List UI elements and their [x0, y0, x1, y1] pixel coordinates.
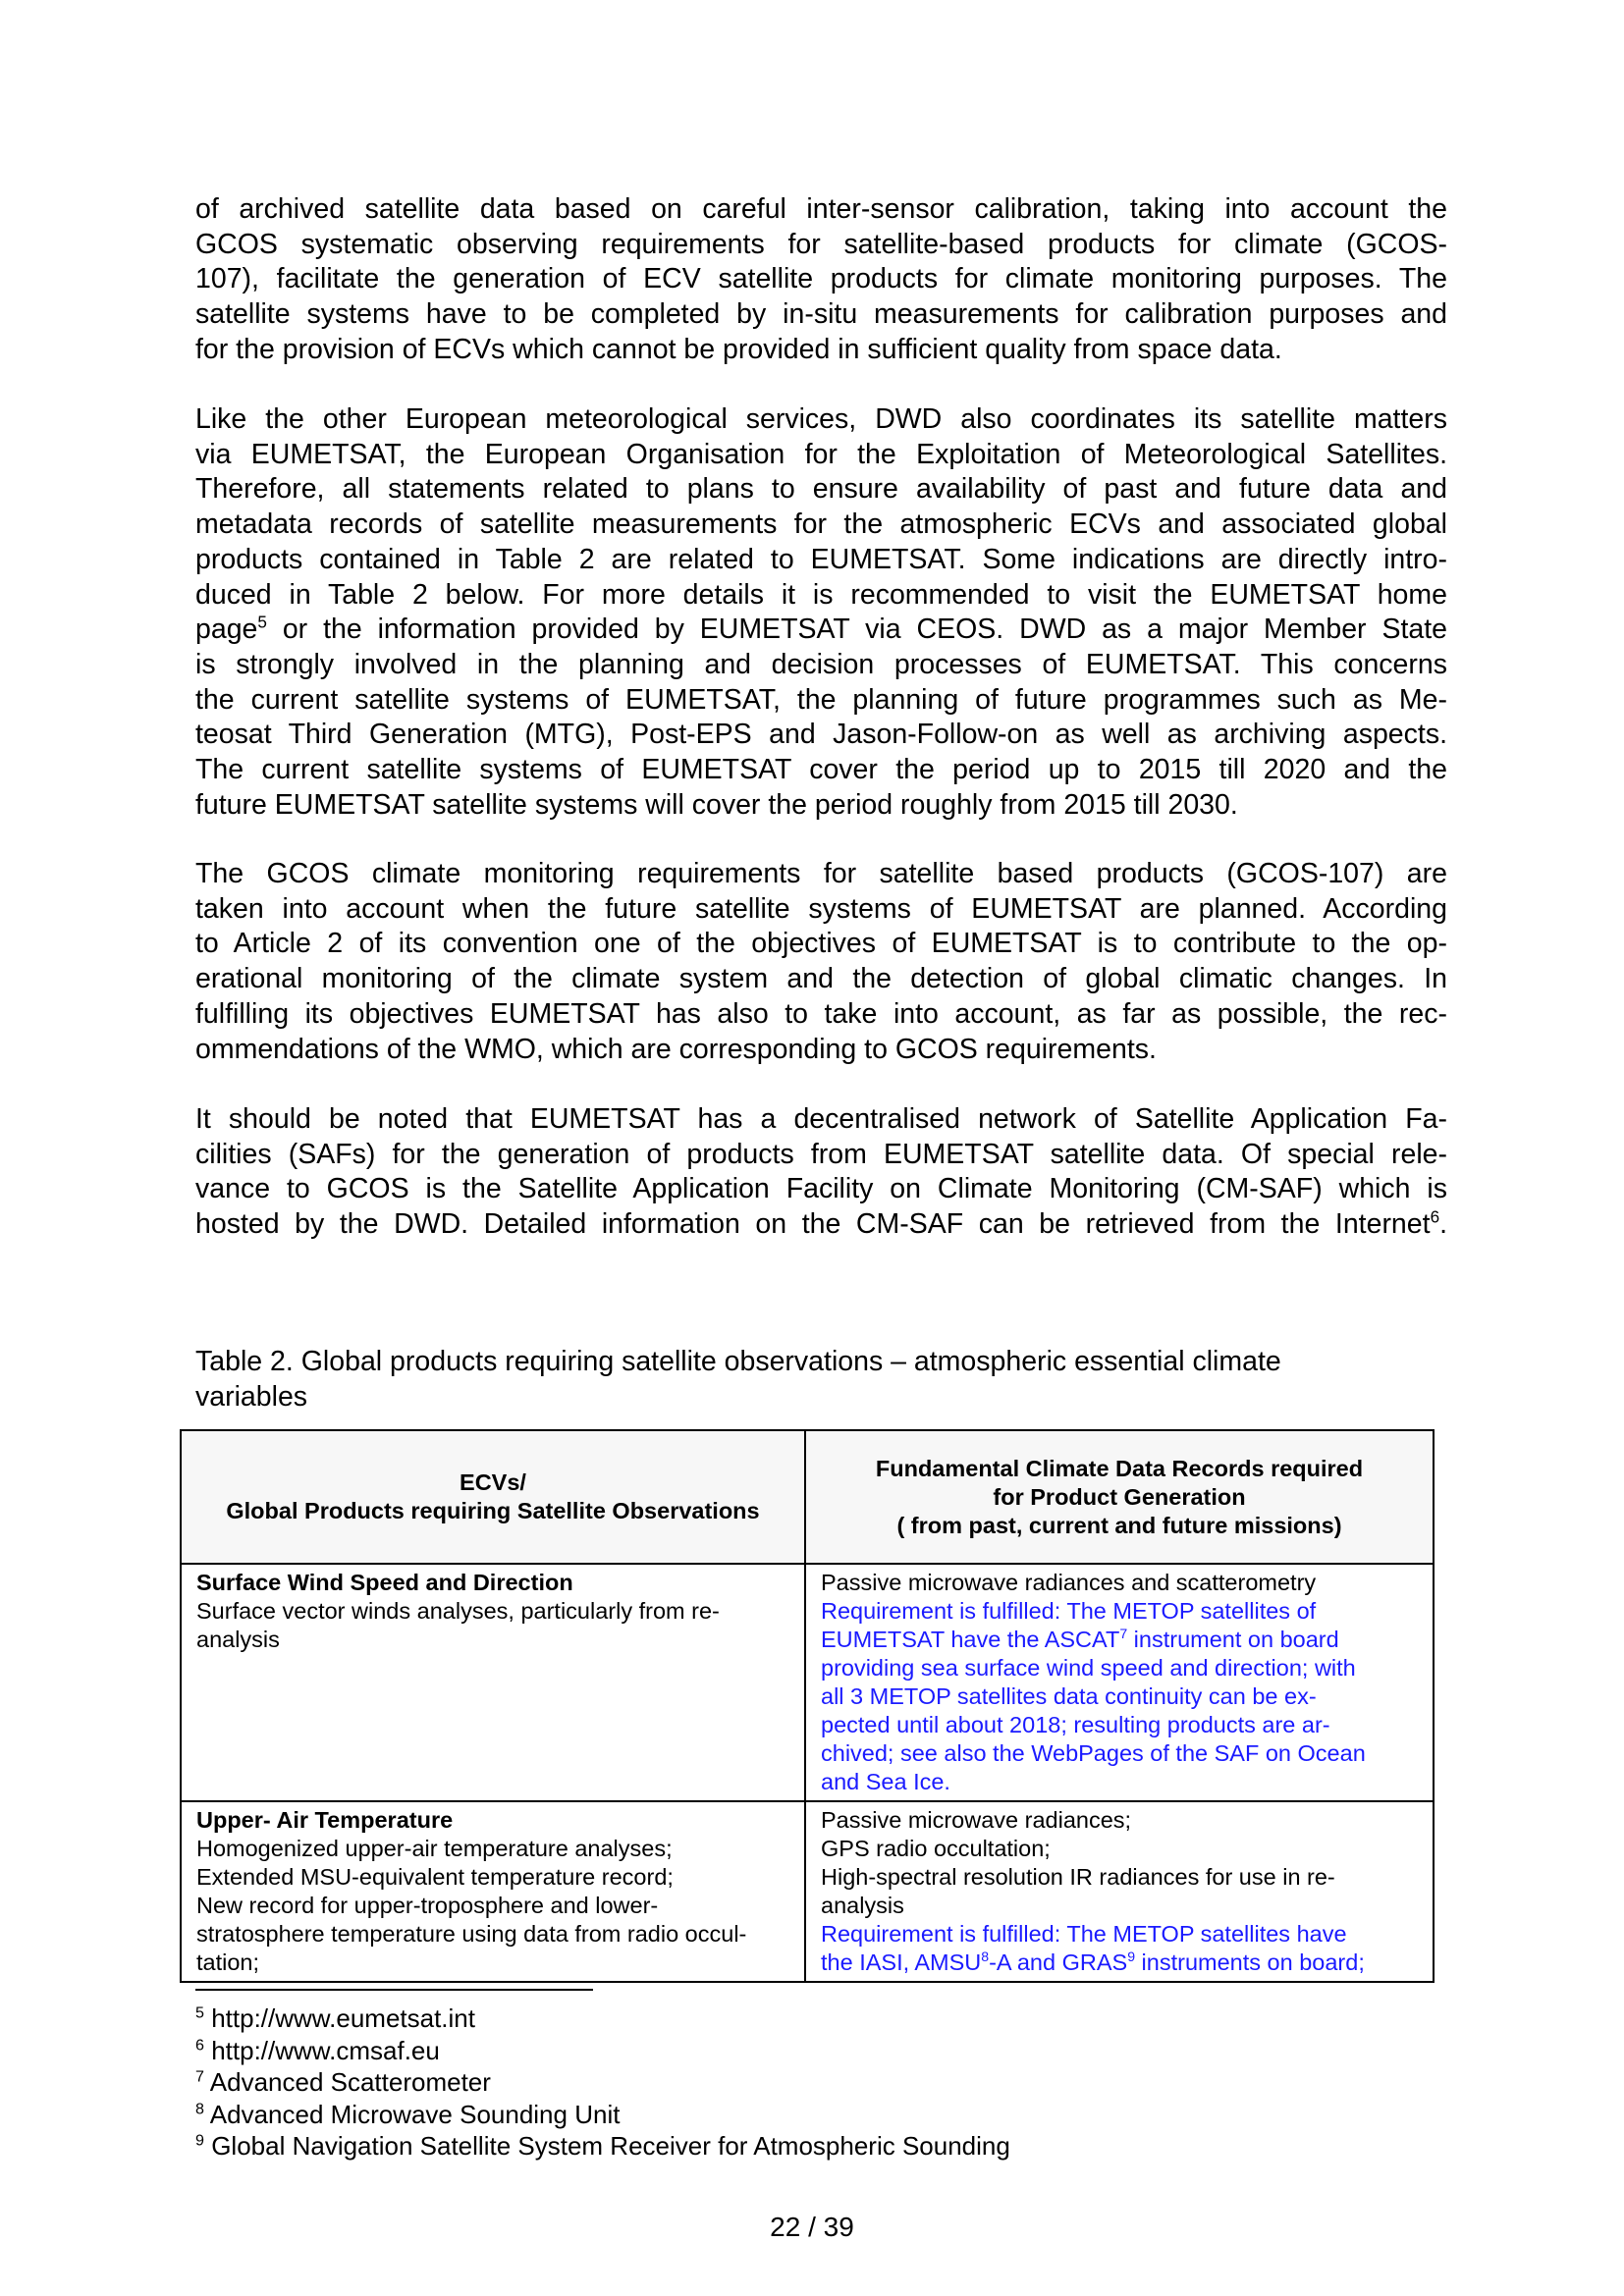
paragraph-3	[195, 857, 1447, 1067]
fcdr-line: GPS radio occultation;	[821, 1836, 1051, 1861]
requirement-line: and Sea Ice.	[821, 1769, 950, 1794]
paragraph-line: of archived satellite data based on careful inter-sensor calibration, taking into account the	[195, 193, 1447, 225]
fcdr-cell	[805, 1564, 1434, 1801]
table-caption	[195, 1345, 1447, 1415]
paragraph-line: cilities (SAFs) for the generation of products from EUMETSAT satellite data. Of special rele-	[195, 1138, 1447, 1170]
paragraph-line: products contained in Table 2 are related to EUMETSAT. Some indications are directly intro-	[195, 543, 1447, 575]
header-line: ( from past, current and future missions)	[896, 1512, 1342, 1538]
requirement-text: EUMETSAT have the ASCAT	[821, 1627, 1120, 1652]
caption-line: Table 2. Global products requiring satellite observations – atmospheric essential climate	[195, 1346, 1281, 1377]
paragraph-line: satellite systems have to be completed by in-situ measurements for calibration purposes and	[195, 298, 1447, 331]
paragraph-text: .	[1439, 1208, 1447, 1241]
fcdr-line: Passive microwave radiances;	[821, 1807, 1132, 1833]
paragraph-line: future EUMETSAT satellite systems will cover the period roughly from 2015 till 2030.	[195, 788, 1238, 821]
header-line: for Product Generation	[993, 1483, 1246, 1510]
paragraph-line: the current satellite systems of EUMETSAT, the planning of future programmes such as Me-	[195, 683, 1447, 716]
header-fcdr	[805, 1430, 1434, 1564]
footnote	[195, 2099, 1010, 2131]
footnote-link[interactable]: http://www.cmsaf.eu	[211, 2035, 440, 2065]
ecv-title: Upper- Air Temperature	[196, 1807, 454, 1833]
ecv-cell	[181, 1801, 805, 1982]
paragraph-line: The current satellite systems of EUMETSAT cover the period up to 2015 till 2020 and the	[195, 754, 1447, 786]
ecv-desc-line: analysis	[196, 1627, 280, 1652]
paragraph-line: teosat Third Generation (MTG), Post-EPS and Jason-Follow-on as well as archiving aspects.	[195, 719, 1447, 751]
footnote-number: 7	[195, 2067, 204, 2086]
header-line: Global Products requiring Satellite Observations	[226, 1498, 760, 1523]
paragraph-line: erational monitoring of the climate system and the detection of global climatic changes. In	[195, 963, 1447, 995]
requirement-line: all 3 METOP satellites data continuity can be ex-	[821, 1683, 1317, 1709]
paragraph-text: or the information provided by EUMETSAT via CEOS. DWD as a major Member State	[266, 614, 1447, 646]
table-header-row	[181, 1430, 1434, 1564]
requirement-text: -A and GRAS	[989, 1949, 1128, 1975]
paragraph-line: The GCOS climate monitoring requirements for satellite based products (GCOS-107) are	[195, 858, 1447, 889]
paragraph-1	[195, 192, 1447, 368]
paragraph-line: It should be noted that EUMETSAT has a decentralised network of Satellite Application Fa-	[195, 1103, 1447, 1135]
fcdr-line: High-spectral resolution IR radiances for use in re-	[821, 1864, 1335, 1890]
paragraph-line: fulfilling its objectives EUMETSAT has also to take into account, as far as possible, the rec-	[195, 997, 1447, 1030]
footnote	[195, 2002, 1010, 2035]
footnote-ref-6: 6	[1430, 1207, 1440, 1227]
paragraph-line: ommendations of the WMO, which are corresponding to GCOS requirements.	[195, 1033, 1157, 1065]
paragraph-line: 107), facilitate the generation of ECV satellite products for climate monitoring purposes. The	[195, 263, 1447, 295]
footnote-link[interactable]: http://www.eumetsat.int	[211, 2003, 475, 2033]
paragraph-line: Like the other European meteorological services, DWD also coordinates its satellite matters	[195, 403, 1447, 435]
requirement-text: instruments on board;	[1135, 1949, 1365, 1975]
footnote-text: Advanced Microwave Sounding Unit	[209, 2099, 621, 2129]
footnote-number: 6	[195, 2035, 204, 2054]
page-number: 22 / 39	[770, 2212, 854, 2242]
footnote-ref-7: 7	[1119, 1626, 1128, 1642]
paragraph-line: via EUMETSAT, the European Organisation for the Exploitation of Meteorological Satellites.	[195, 438, 1447, 470]
footnote-number: 9	[195, 2131, 204, 2150]
requirement-line: pected until about 2018; resulting products are ar-	[821, 1712, 1330, 1737]
paragraph-line	[195, 613, 1447, 648]
paragraph-line: vance to GCOS is the Satellite Application Facility on Climate Monitoring (CM-SAF) which is	[195, 1173, 1447, 1205]
requirement-line	[821, 1626, 1418, 1654]
ecv-cell	[181, 1564, 805, 1801]
ecv-desc-line: tation;	[196, 1949, 260, 1975]
footnote-ref-9: 9	[1127, 1949, 1136, 1965]
footnote-ref-8: 8	[981, 1949, 990, 1965]
paragraph-line: metadata records of satellite measurements for the atmospheric ECVs and associated global	[195, 508, 1447, 541]
requirement-text: instrument on board	[1127, 1627, 1339, 1652]
paragraph-line: is strongly involved in the planning and decision processes of EUMETSAT. This concerns	[195, 648, 1447, 680]
ecv-desc-line: New record for upper-troposphere and lower-	[196, 1893, 659, 1918]
paragraph-text: hosted by the DWD. Detailed information on the CM-SAF can be retrieved from the Internet	[195, 1208, 1431, 1241]
requirement-line: Requirement is fulfilled: The METOP satellites of	[821, 1598, 1317, 1624]
footnote-text: Global Navigation Satellite System Receiver for Atmospheric Sounding	[211, 2131, 1010, 2161]
ecv-desc-line: stratosphere temperature using data from radio occul-	[196, 1921, 747, 1947]
paragraph-text: page	[195, 614, 258, 646]
fcdr-line: Passive microwave radiances and scatterometry	[821, 1570, 1317, 1595]
header-line: Fundamental Climate Data Records required	[875, 1455, 1364, 1481]
requirement-text: the IASI, AMSU	[821, 1949, 982, 1975]
paragraph-2	[195, 402, 1447, 823]
requirement-line	[821, 1949, 1418, 1977]
table-row	[181, 1564, 1434, 1801]
footnote	[195, 2035, 1010, 2067]
footnote	[195, 2066, 1010, 2099]
footnote-text: Advanced Scatterometer	[209, 2067, 491, 2097]
requirement-line: chived; see also the WebPages of the SAF on Ocean	[821, 1740, 1366, 1766]
requirement-line: providing sea surface wind speed and direction; with	[821, 1655, 1356, 1681]
ecv-desc-line: Homogenized upper-air temperature analyses;	[196, 1836, 673, 1861]
footnote-number: 8	[195, 2099, 204, 2117]
requirement-line: Requirement is fulfilled: The METOP satellites have	[821, 1921, 1347, 1947]
ecv-table	[180, 1429, 1435, 1983]
paragraph-line: to Article 2 of its convention one of the objectives of EUMETSAT is to contribute to the op-	[195, 928, 1447, 960]
paragraph-line	[195, 1207, 1447, 1243]
paragraph-line: taken into account when the future satellite systems of EUMETSAT are planned. According	[195, 892, 1447, 925]
table-row	[181, 1801, 1434, 1982]
ecv-title: Surface Wind Speed and Direction	[196, 1570, 573, 1595]
ecv-desc-line: Surface vector winds analyses, particularly from re-	[196, 1598, 720, 1624]
footnotes	[195, 2002, 1010, 2163]
header-line: ECVs/	[460, 1469, 526, 1495]
paragraph-line: Therefore, all statements related to plans to ensure availability of past and future data and	[195, 473, 1447, 506]
fcdr-line: analysis	[821, 1893, 904, 1918]
paragraph-line: for the provision of ECVs which cannot be provided in sufficient quality from space data.	[195, 333, 1282, 365]
caption-line: variables	[195, 1380, 308, 1413]
fcdr-cell	[805, 1801, 1434, 1982]
footnote-ref-5: 5	[257, 613, 267, 632]
paragraph-4	[195, 1102, 1447, 1243]
footnote	[195, 2130, 1010, 2163]
paragraph-line: duced in Table 2 below. For more details it is recommended to visit the EUMETSAT home	[195, 578, 1447, 611]
footnote-separator	[195, 1989, 593, 1991]
paragraph-line: GCOS systematic observing requirements for satellite-based products for climate (GCOS-	[195, 228, 1447, 260]
header-ecvs	[181, 1430, 805, 1564]
ecv-desc-line: Extended MSU-equivalent temperature record;	[196, 1864, 674, 1890]
footnote-number: 5	[195, 2003, 204, 2022]
